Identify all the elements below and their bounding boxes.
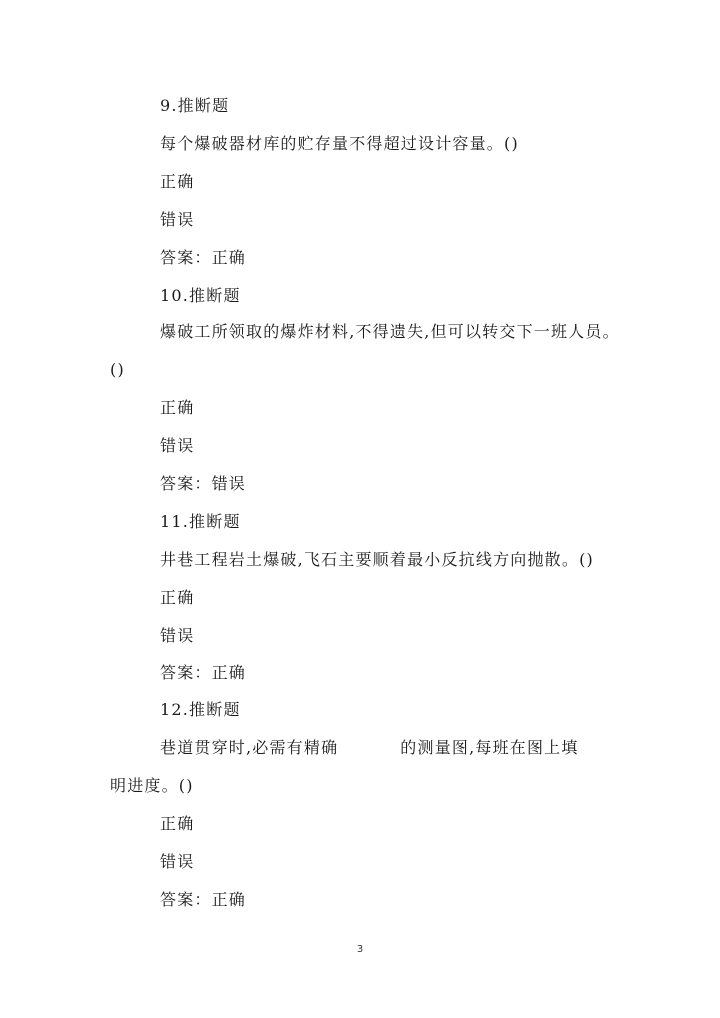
question-10-option-wrong: 错误 — [160, 436, 195, 455]
question-9-stem: 每个爆破器材库的贮存量不得超过设计容量。() — [160, 134, 519, 153]
question-12-title: 12.推断题 — [160, 700, 241, 719]
page-number: 3 — [356, 944, 364, 955]
question-9-title: 9.推断题 — [160, 96, 230, 115]
question-9-option-wrong: 错误 — [160, 210, 195, 229]
question-11-title: 11.推断题 — [160, 512, 241, 531]
question-12-stem-part-b: 的测量图,每班在图上填 — [400, 738, 579, 757]
question-11-answer: 答案：正确 — [160, 663, 247, 682]
question-10-stem-line2: () — [110, 360, 125, 379]
question-12-answer: 答案：正确 — [160, 890, 247, 909]
question-11-stem: 井巷工程岩土爆破,飞石主要顺着最小反抗线方向抛散。() — [160, 550, 594, 569]
question-11-option-correct: 正确 — [160, 588, 195, 607]
question-10-answer: 答案：错误 — [160, 474, 247, 493]
question-12-stem-line1 — [160, 738, 579, 758]
question-11-option-wrong: 错误 — [160, 626, 195, 645]
question-12-option-correct: 正确 — [160, 814, 195, 833]
question-10-stem-line1: 爆破工所领取的爆炸材料,不得遗失,但可以转交下一班人员。 — [160, 322, 620, 341]
question-10-option-correct: 正确 — [160, 398, 195, 417]
question-12-stem-part-a: 巷道贯穿时,必需有精确 — [160, 738, 339, 757]
question-12-option-wrong: 错误 — [160, 852, 195, 871]
question-12-stem-line2: 明进度。() — [110, 776, 194, 795]
question-9-answer: 答案：正确 — [160, 248, 247, 267]
question-9-option-correct: 正确 — [160, 172, 195, 191]
question-10-title: 10.推断题 — [160, 286, 241, 305]
